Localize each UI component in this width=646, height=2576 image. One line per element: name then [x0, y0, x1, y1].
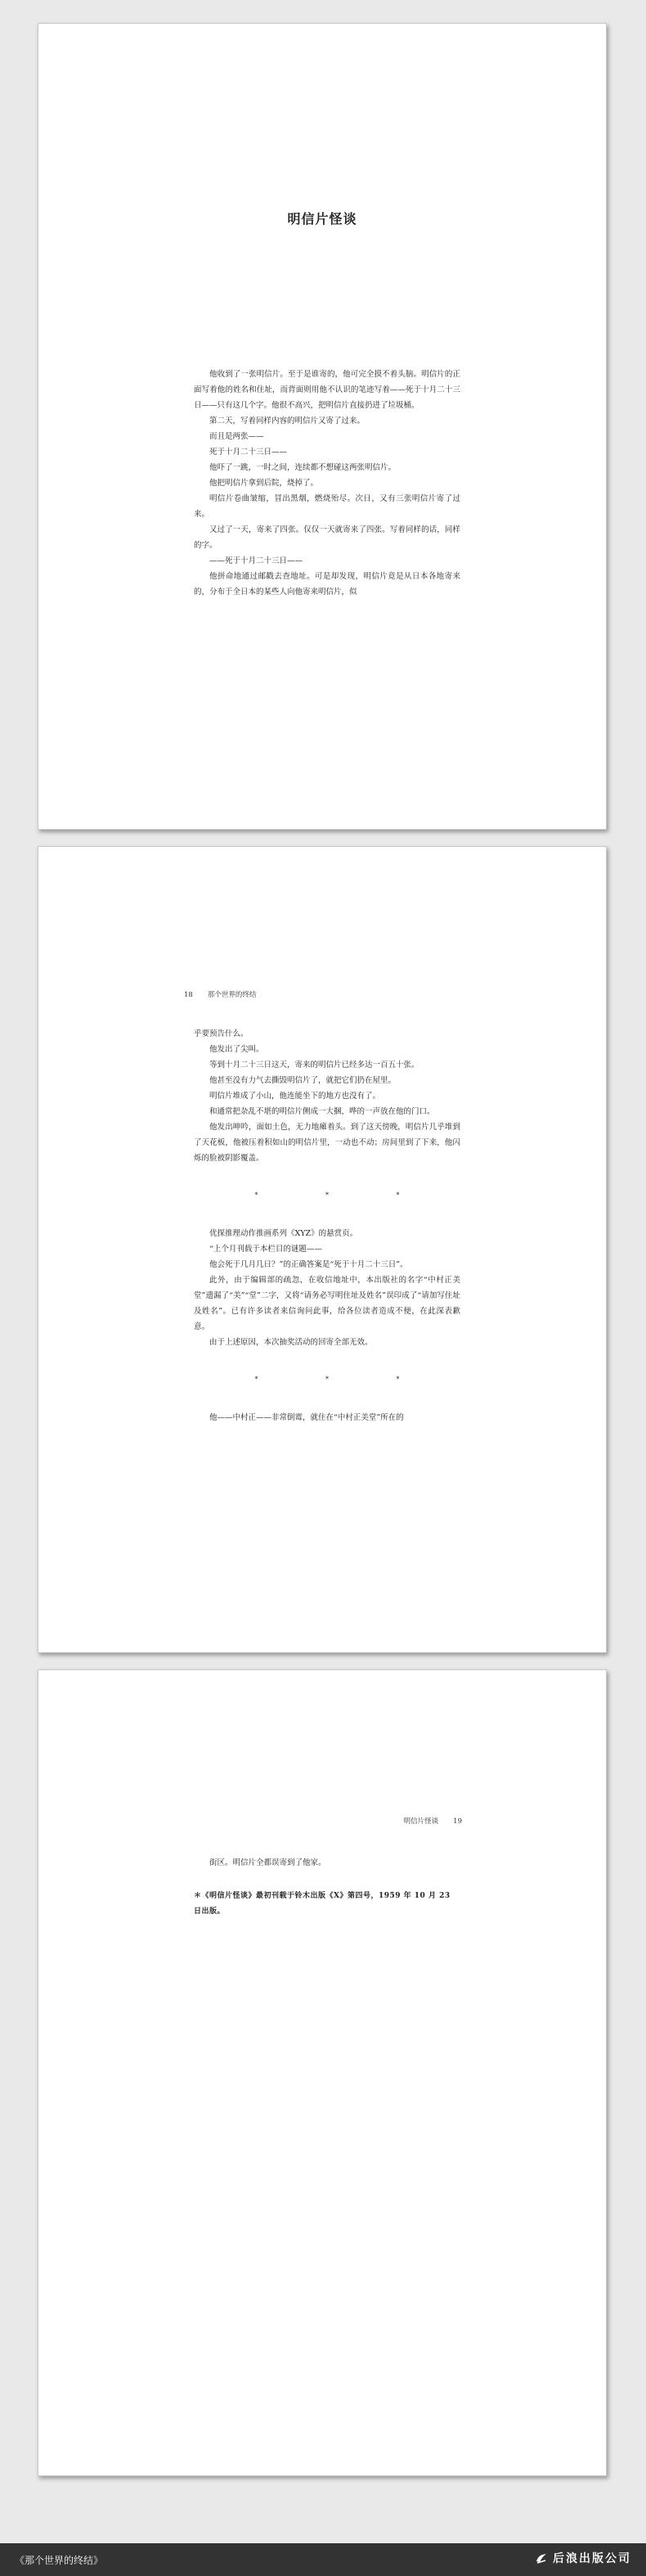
paragraph: 他——中村正——非常倒霉，就住在“中村正美堂”所在的	[209, 1413, 404, 1422]
page-number: 19	[453, 1817, 462, 1826]
running-head-title: 那个世界的终结	[207, 991, 257, 999]
publisher-logo-icon	[535, 2551, 548, 2565]
paragraph: 明信片卷曲皱缩，冒出黑烟，燃烧殆尽。次日，又有三张明信片寄了过来。	[194, 494, 460, 519]
paragraph: 而且是两张——	[209, 432, 264, 441]
publisher-name: 后浪出版公司	[553, 2552, 631, 2565]
paragraph: “上个月刊载于本栏目的谜题——	[209, 1245, 322, 1254]
publisher-brand	[535, 2550, 631, 2566]
running-head-left	[184, 989, 256, 999]
page-number: 18	[184, 991, 193, 999]
paragraph: 他发出了尖叫。	[209, 1045, 264, 1054]
paragraph: 等到十月二十三日这天，寄来的明信片已经多达一百五十张。	[209, 1061, 419, 1070]
paragraph: 死于十月二十三日——	[209, 448, 288, 457]
paragraph: 优探推理动作推画系列《XYZ》的悬赏页。	[209, 1229, 358, 1238]
paragraph: 他把明信片拿到后院，烧掉了。	[209, 479, 319, 488]
paragraph: 他甚至没有力气去撕毁明信片了，就把它们扔在屋里。	[209, 1076, 397, 1085]
paragraph: 他吓了一跳，一时之间，连续都不想碰这两张明信片。	[209, 463, 397, 472]
book-page-3	[38, 1669, 607, 2476]
paragraph: 此外，由于编辑部的疏忽，在收信地址中，本出版社的名字“中村正美堂”遗漏了“美”“堂”二字，又将“请务必写明住址及姓名”误印成了“请加写住址及姓名”。已有许多读者来信询问此事，给各位读者造成不便，在此深表歉意。	[194, 1276, 460, 1331]
paragraph: 由于上述原因，本次抽奖活动的回寄全部无效。	[209, 1338, 373, 1347]
section-final	[194, 1855, 460, 1871]
paragraph: 又过了一天，寄来了四张。仅仅一天就寄来了四张。写着同样的话，同样的字。	[194, 525, 460, 550]
chapter-title: 明信片怪谈	[287, 211, 357, 227]
section-break-stars: * * *	[254, 1191, 433, 1199]
paragraph: 他收到了一张明信片。至于是谁寄的，他可完全摸不着头脑。明信片的正面写着他的姓名和住址，而背面则用他不认识的笔迹写着——死于十月二十三日——只有这几个字。他很不高兴，把明信片直接扔进了垃圾桶。	[194, 370, 460, 410]
paragraph: 乎要预告什么。	[194, 1029, 249, 1038]
running-head-right	[404, 1816, 462, 1826]
section-2	[194, 1226, 460, 1350]
section-3	[194, 1410, 460, 1425]
section-1	[194, 1026, 460, 1166]
paragraph: ——死于十月二十三日——	[209, 556, 303, 565]
footnote: ＊《明信片怪谈》最初刊载于铃木出版《X》第四号，1959 年 10 月 23 日出版。	[194, 1892, 451, 1916]
paragraph: 明信片堆成了小山，他连能坐下的地方也没有了。	[209, 1092, 381, 1101]
footer-book-title: 《那个世界的终结》	[15, 2555, 104, 2566]
paragraph: 他会死于几月几日？”的正确答案是“死于十月二十三日”。	[209, 1260, 408, 1269]
paragraph: 他发出呻吟，面如土色，无力地瘫着头。到了这天傍晚，明信片几乎堆到了天花板，他被压着积如山的明信片里，一动也不动；房间里到了下来，他闪烁的脸被阴影覆盖。	[194, 1123, 460, 1163]
section-break-stars: * * *	[254, 1376, 433, 1383]
page-1-body	[194, 367, 460, 600]
book-page-1	[38, 23, 607, 830]
paragraph: 和通常把杂乱不堪的明信片侧成一大捆，哗的一声放在他的门口。	[209, 1107, 435, 1116]
page-2-body	[194, 1026, 460, 1425]
page-3-body	[194, 1855, 460, 1920]
paragraph: 第二天，写着同样内容的明信片又寄了过来。	[209, 417, 366, 426]
bottom-bar	[0, 2543, 646, 2576]
paragraph: 街区。明信片全都误寄到了他家。	[209, 1858, 326, 1867]
paragraph: 他拼命地通过邮戳去查地址。可是却发现，明信片竟是从日本各地寄来的，分布于全日本的某些人向他寄来明信片，似	[194, 572, 460, 597]
running-head-title: 明信片怪谈	[403, 1817, 439, 1826]
book-page-2	[38, 846, 607, 1653]
